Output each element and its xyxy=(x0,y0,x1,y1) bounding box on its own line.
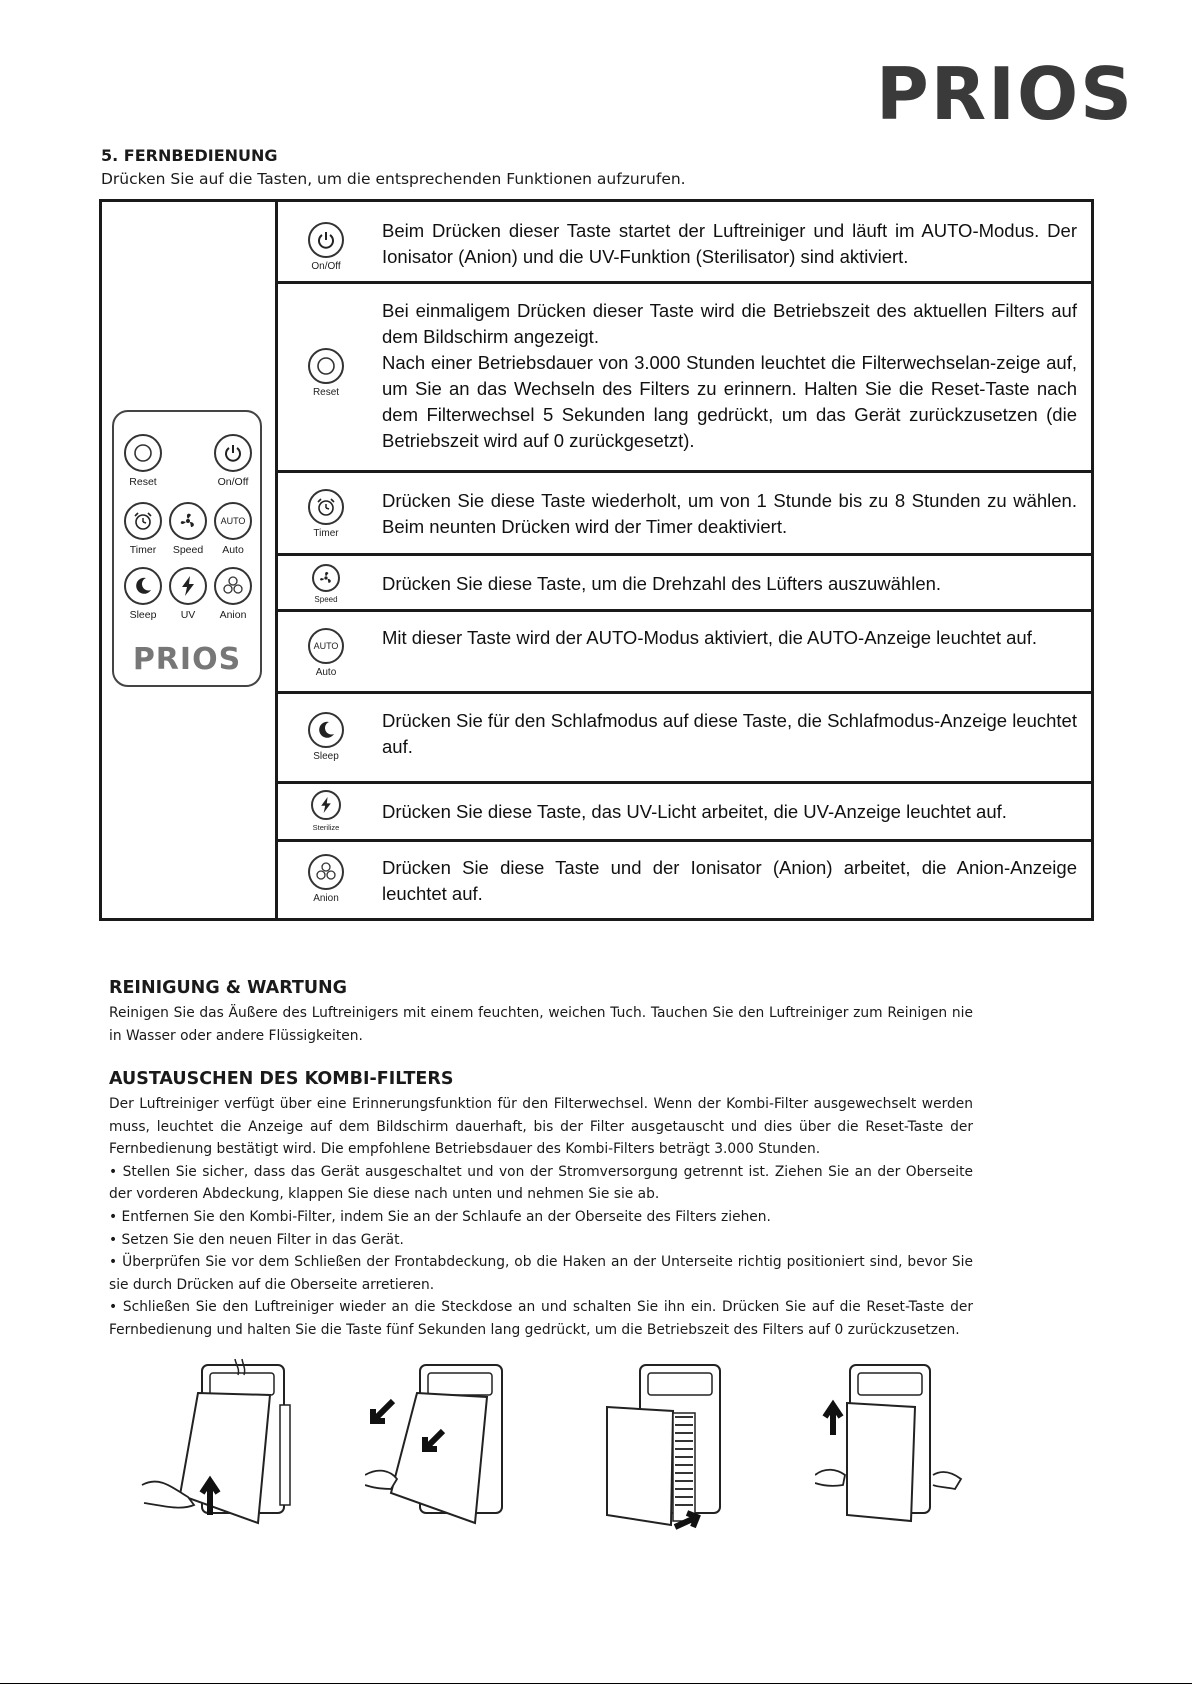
fan-icon xyxy=(312,564,340,592)
moon-icon xyxy=(308,712,344,748)
cleaning-title: REINIGUNG & WARTUNG xyxy=(109,978,348,998)
page-bottom-rule xyxy=(0,1683,1192,1684)
remote-sleep-label: Sleep xyxy=(129,609,157,621)
remote-anion-icon xyxy=(214,567,252,605)
remote-moon-icon xyxy=(124,567,162,605)
step-illustration-lower-cover xyxy=(365,1355,515,1535)
lightning-icon xyxy=(311,790,341,820)
function-row-timer xyxy=(278,473,1091,556)
function-row-anion xyxy=(278,842,1091,918)
remote-reset-icon xyxy=(124,434,162,472)
cleaning-text: Reinigen Sie das Äußere des Luftreinigers mit einem feuchten, weichen Tuch. Tauchen Sie den Luftreiniger zum Reinigen nie in Wasser oder andere Flüssigkeiten. xyxy=(109,1005,973,1044)
function-label: Reset xyxy=(312,387,340,398)
remote-control-illustration xyxy=(112,410,262,687)
remote-anion-label: Anion xyxy=(219,609,247,621)
function-description: Bei einmaligem Drücken dieser Taste wird die Betriebszeit des aktuellen Filters auf dem Bildschirm angezeigt. xyxy=(382,300,1077,347)
auto-icon: AUTO xyxy=(308,628,344,664)
remote-auto-label: Auto xyxy=(222,544,244,556)
remote-lightning-icon xyxy=(169,567,207,605)
function-label: Sleep xyxy=(313,751,339,762)
function-label: Auto xyxy=(315,667,337,678)
remote-auto-icon: AUTO xyxy=(214,502,252,540)
section-title: 5. FERNBEDIENUNG xyxy=(101,146,278,165)
reset-icon xyxy=(308,348,344,384)
filter-step: • Setzen Sie den neuen Filter in das Gerät. xyxy=(109,1231,404,1248)
filter-step: • Entfernen Sie den Kombi-Filter, indem Sie an der Schlaufe an der Oberseite des Filters ziehen. xyxy=(109,1208,771,1225)
filter-instructions xyxy=(109,1093,973,1342)
filter-step: • Überprüfen Sie vor dem Schließen der Frontabdeckung, ob die Haken an der Unterseite richtig positioniert sind, bevor Sie sie durch Drücken auf die Oberseite arretieren. xyxy=(109,1254,973,1293)
remote-logo: PRIOS xyxy=(132,642,242,677)
function-description: Mit dieser Taste wird der AUTO-Modus aktiviert, die AUTO-Anzeige leuchtet auf. xyxy=(382,627,1037,648)
remote-power-icon xyxy=(214,434,252,472)
remote-reset-label: Reset xyxy=(129,476,157,488)
function-row-reset xyxy=(278,284,1091,473)
function-row-sleep xyxy=(278,694,1091,784)
filter-step: • Stellen Sie sicher, dass das Gerät ausgeschaltet und von der Stromversorgung getrennt ist. Ziehen Sie an der Oberseite der vorderen Abdeckung, klappen Sie diese nach unten und nehmen Sie sie ab. xyxy=(109,1163,973,1203)
remote-fan-icon xyxy=(169,502,207,540)
anion-icon xyxy=(308,854,344,890)
brand-logo: PRIOS xyxy=(875,52,1134,136)
function-description: Drücken Sie diese Taste wiederholt, um von 1 Stunde bis zu 8 Stunden zu wählen. Beim neunten Drücken wird der Timer deaktiviert. xyxy=(382,490,1077,537)
step-illustration-insert-filter xyxy=(815,1355,965,1535)
alarm-clock-icon xyxy=(308,489,344,525)
step-illustration-remove-filter xyxy=(605,1355,755,1535)
function-description: Beim Drücken dieser Taste startet der Luftreiniger und läuft im AUTO-Modus. Der Ionisator (Anion) und die UV-Funktion (Sterilisator) sind aktiviert. xyxy=(382,220,1077,267)
remote-onoff-label: On/Off xyxy=(217,476,249,488)
filter-title: AUSTAUSCHEN DES KOMBI-FILTERS xyxy=(109,1069,454,1089)
function-description-detail: Nach einer Betriebsdauer von 3.000 Stunden leuchtet die Filterwechselan-zeige auf, um Sie an das Wechseln des Filters zu erinnern. Halten Sie die Reset-Taste nach dem Filterwechsel 5 Sekunden lang gedrückt, um das Gerät zurückzusetzen (die Betriebszeit wird auf 0 zurückgesetzt). xyxy=(382,352,1077,451)
section-intro: Drücken Sie auf die Tasten, um die entsprechenden Funktionen aufzurufen. xyxy=(101,170,686,188)
function-description: Drücken Sie für den Schlafmodus auf diese Taste, die Schlafmodus-Anzeige leuchtet auf. xyxy=(382,710,1077,757)
function-row-sterilize xyxy=(278,784,1091,842)
remote-timer-label: Timer xyxy=(129,544,157,556)
remote-uv-label: UV xyxy=(180,609,196,621)
filter-intro: Der Luftreiniger verfügt über eine Erinnerungsfunktion für den Filterwechsel. Wenn der Kombi-Filter ausgewechselt werden muss, leuchtet die Anzeige auf dem Bildschirm dauerhaft, bis der Filter ausgetauscht und dies über die Reset-Taste der Fernbedienung bestätigt wird. Die empfohlene Betriebsdauer des Kombi-Filters beträgt 3.000 Stunden. xyxy=(109,1096,973,1158)
function-row-speed xyxy=(278,556,1091,612)
function-table xyxy=(99,199,1094,921)
function-label: Sterilize xyxy=(312,823,340,832)
function-row-auto xyxy=(278,612,1091,694)
function-label: Timer xyxy=(313,528,339,539)
power-icon xyxy=(308,222,344,258)
remote-speed-label: Speed xyxy=(172,544,204,556)
filter-step: • Schließen Sie den Luftreiniger wieder an die Steckdose an und schalten Sie ihn ein. Drücken Sie auf die Reset-Taste der Fernbedienung und halten Sie die Taste fünf Sekunden lang gedrückt, um die Betriebszeit des Filters auf 0 zurückzusetzen. xyxy=(109,1299,973,1338)
function-description: Drücken Sie diese Taste, um die Drehzahl des Lüfters auszuwählen. xyxy=(382,573,942,594)
step-illustration-remove-cover xyxy=(140,1355,300,1535)
function-row-onoff xyxy=(278,202,1091,284)
remote-column xyxy=(102,202,278,918)
function-description: Drücken Sie diese Taste, das UV-Licht arbeitet, die UV-Anzeige leuchtet auf. xyxy=(382,801,1007,822)
function-label: Anion xyxy=(313,893,339,904)
function-label: On/Off xyxy=(311,261,341,272)
function-label: Speed xyxy=(314,595,338,604)
remote-alarm-clock-icon xyxy=(124,502,162,540)
function-description: Drücken Sie diese Taste und der Ionisator (Anion) arbeitet, die Anion-Anzeige leuchtet auf. xyxy=(382,857,1077,904)
